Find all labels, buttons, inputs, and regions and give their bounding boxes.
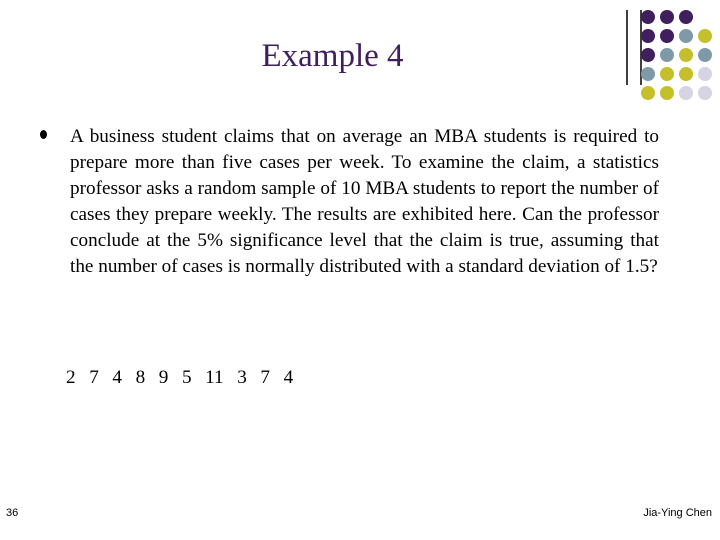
author-name: Jia-Ying Chen: [643, 507, 712, 519]
decorative-dot: [679, 10, 693, 24]
sample-data-values: 2 7 4 8 9 5 11 3 7 4: [66, 367, 294, 388]
bullet-text: A business student claims that on average an MBA students is required to prepare more than five cases per week. To examine the claim, a statistics professor asks a random sample of 10 MBA students to report the number of cases they prepare weekly. The results are exhibited here. Can the professor conclude at the 5% significance level that the claim is true, assuming that the number of cases is normally distributed with a standard deviation of 1.5?: [70, 126, 659, 277]
decorative-dot: [641, 86, 655, 100]
decorative-dot: [698, 67, 712, 81]
decorative-dot: [698, 29, 712, 43]
decorative-dot: [698, 48, 712, 62]
decorative-dot: [679, 29, 693, 43]
decorative-dot: [660, 10, 674, 24]
slide-title: Example 4: [261, 38, 404, 74]
decorative-dot: [660, 86, 674, 100]
decorative-dot: [679, 67, 693, 81]
decorative-dot: [641, 10, 655, 24]
decorative-dot: [679, 86, 693, 100]
bullet-icon: [40, 130, 47, 139]
decorative-dot: [698, 86, 712, 100]
decorative-dot: [679, 48, 693, 62]
page-number: 36: [6, 507, 19, 519]
